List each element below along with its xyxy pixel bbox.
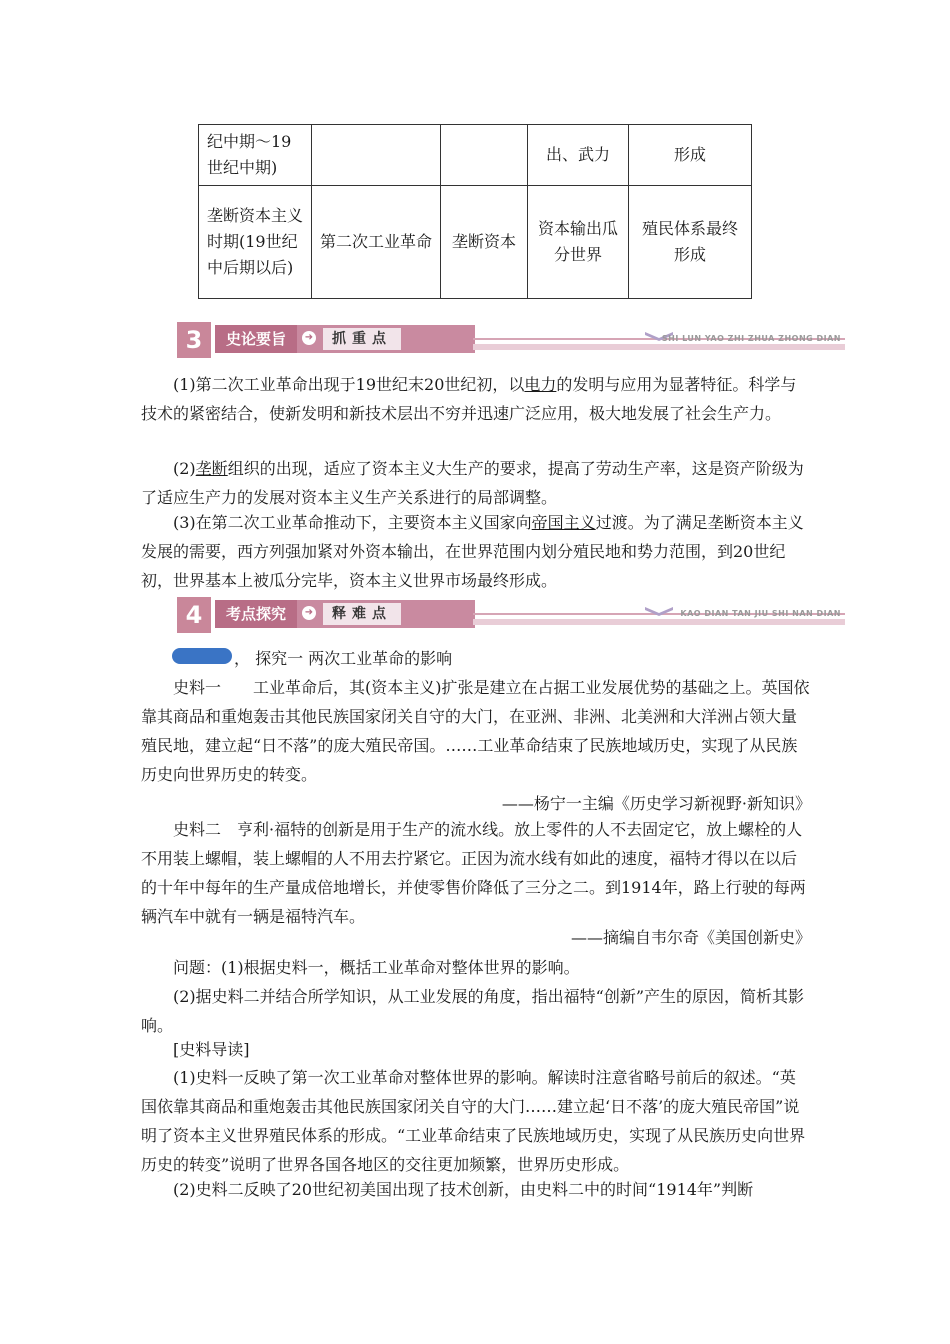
summary-table: [198, 124, 752, 299]
table-cell: 资本输出瓜分世界: [528, 186, 629, 299]
source-one: 史料一 工业革命后，其(资本主义)扩张是建立在占据工业发展优势的基础之上。英国依靠其商品和重炮轰击其他民族国家闭关自守的大门，在亚洲、非洲、北美洲和大洋洲占领大量殖民地，建立起“日不落”的庞大殖民帝国。……工业革命结束了民族地域历史，实现了从民族历史向世界历史的转变。: [141, 678, 810, 784]
source-one-citation: ——杨宁一主编《历史学习新视野·新知识》: [501, 794, 811, 813]
arrow-right-icon: ➜: [302, 331, 316, 345]
section-tag-title: 史论要旨: [215, 325, 297, 353]
table-cell: 殖民体系最终形成: [629, 186, 752, 299]
section-number: 3: [177, 322, 211, 358]
table-cell: 垄断资本: [441, 186, 528, 299]
divider: [473, 344, 845, 350]
text: (2): [173, 459, 196, 478]
divider: [473, 619, 845, 625]
arrow-right-icon: ➜: [302, 606, 316, 620]
section-tag-subtitle: 抓重点: [323, 328, 401, 350]
paragraph: [141, 454, 811, 512]
section-tag-title: 考点探究: [215, 600, 297, 628]
table-cell: 纪中期～19世纪中期): [199, 125, 312, 186]
section-tag-subtitle: 释难点: [323, 603, 401, 625]
section-banner-3: [177, 322, 845, 358]
section-english-title: SHI LUN YAO ZHI ZHUA ZHONG DIAN: [661, 334, 841, 343]
text: (3)在第二次工业革命推动下，主要资本主义国家向: [173, 513, 532, 532]
table-row: [199, 186, 752, 299]
table-cell: [441, 125, 528, 186]
section-banner-4: [177, 597, 845, 633]
table-cell: 第二次工业革命: [312, 186, 441, 299]
section-tag: [215, 325, 475, 353]
paragraph: [141, 508, 811, 595]
book-logo-icon: [645, 603, 673, 619]
reading-guide-1: (1)史料一反映了第一次工业革命对整体世界的影响。解读时注意省略号前后的叙述。“英国依靠其商品和重炮轰击其他民族国家闭关自守的大门……建立起‘日不落’的庞大殖民帝国”说明了资本主义世界殖民体系的形成。“工业革命结束了民族地域历史，实现了从民族历史向世界历史的转变”说明了世界各国各地区的交往更加频繁，世界历史形成。: [141, 1068, 806, 1174]
text: 组织的出现，适应了资本主义大生产的要求，提高了劳动生产率，这是资产阶级为了适应生产力的发展对资本主义生产关系进行的局部调整。: [141, 459, 804, 507]
reading-guide-2: (2)史料二反映了20世纪初美国出现了技术创新，由史料二中的时间“1914年”判断: [173, 1180, 754, 1199]
source-two: 史料二 亨利·福特的创新是用于生产的流水线。放上零件的人不去固定它，放上螺栓的人不用装上螺帽，装上螺帽的人不用去拧紧它。正因为流水线有如此的速度，福特才得以在以后的十年中每年的生产量成倍地增长，并使零售价降低了三分之二。到1914年，路上行驶的每两辆汽车中就有一辆是福特汽车。: [141, 820, 806, 926]
text: 过渡。为了满足垄断资本主义发展的需要，西方列强加紧对外资本输出，在世界范围内划分殖民地和势力范围，到20世纪初，世界基本上被瓜分完毕，资本主义世界市场最终形成。: [141, 513, 804, 590]
section-number: 4: [177, 597, 211, 633]
question-2: (2)据史料二并结合所学知识，从工业发展的角度，指出福特“创新”产生的原因，简析其影响。: [141, 987, 805, 1035]
section-tag: [215, 600, 475, 628]
text: 的发明与应用为显著特征。科学与技术的紧密结合，使新发明和新技术层出不穷并迅速广泛应用，极大地发展了社会生产力。: [141, 375, 797, 423]
underlined-term: 电力: [524, 375, 557, 394]
section-english-title: KAO DIAN TAN JIU SHI NAN DIAN: [680, 609, 841, 618]
text: (1)第二次工业革命出现于19世纪末20世纪初，以: [173, 375, 525, 394]
table-cell: 形成: [629, 125, 752, 186]
table-cell: 出、武力: [528, 125, 629, 186]
paragraph: [141, 370, 811, 428]
table-cell: [312, 125, 441, 186]
explore-heading: ， 探究一 两次工业革命的影响: [234, 649, 453, 668]
explore-badge: [172, 648, 232, 664]
table-row: [199, 125, 752, 186]
source-two-citation: ——摘编自韦尔奇《美国创新史》: [570, 928, 811, 947]
question-1: 问题：(1)根据史料一，概括工业革命对整体世界的影响。: [173, 958, 580, 977]
underlined-term: 垄断: [195, 459, 228, 478]
underlined-term: 帝国主义: [531, 513, 596, 532]
table-cell: 垄断资本主义时期(19世纪中后期以后): [199, 186, 312, 299]
reading-guide-heading: [史料导读]: [173, 1040, 250, 1059]
